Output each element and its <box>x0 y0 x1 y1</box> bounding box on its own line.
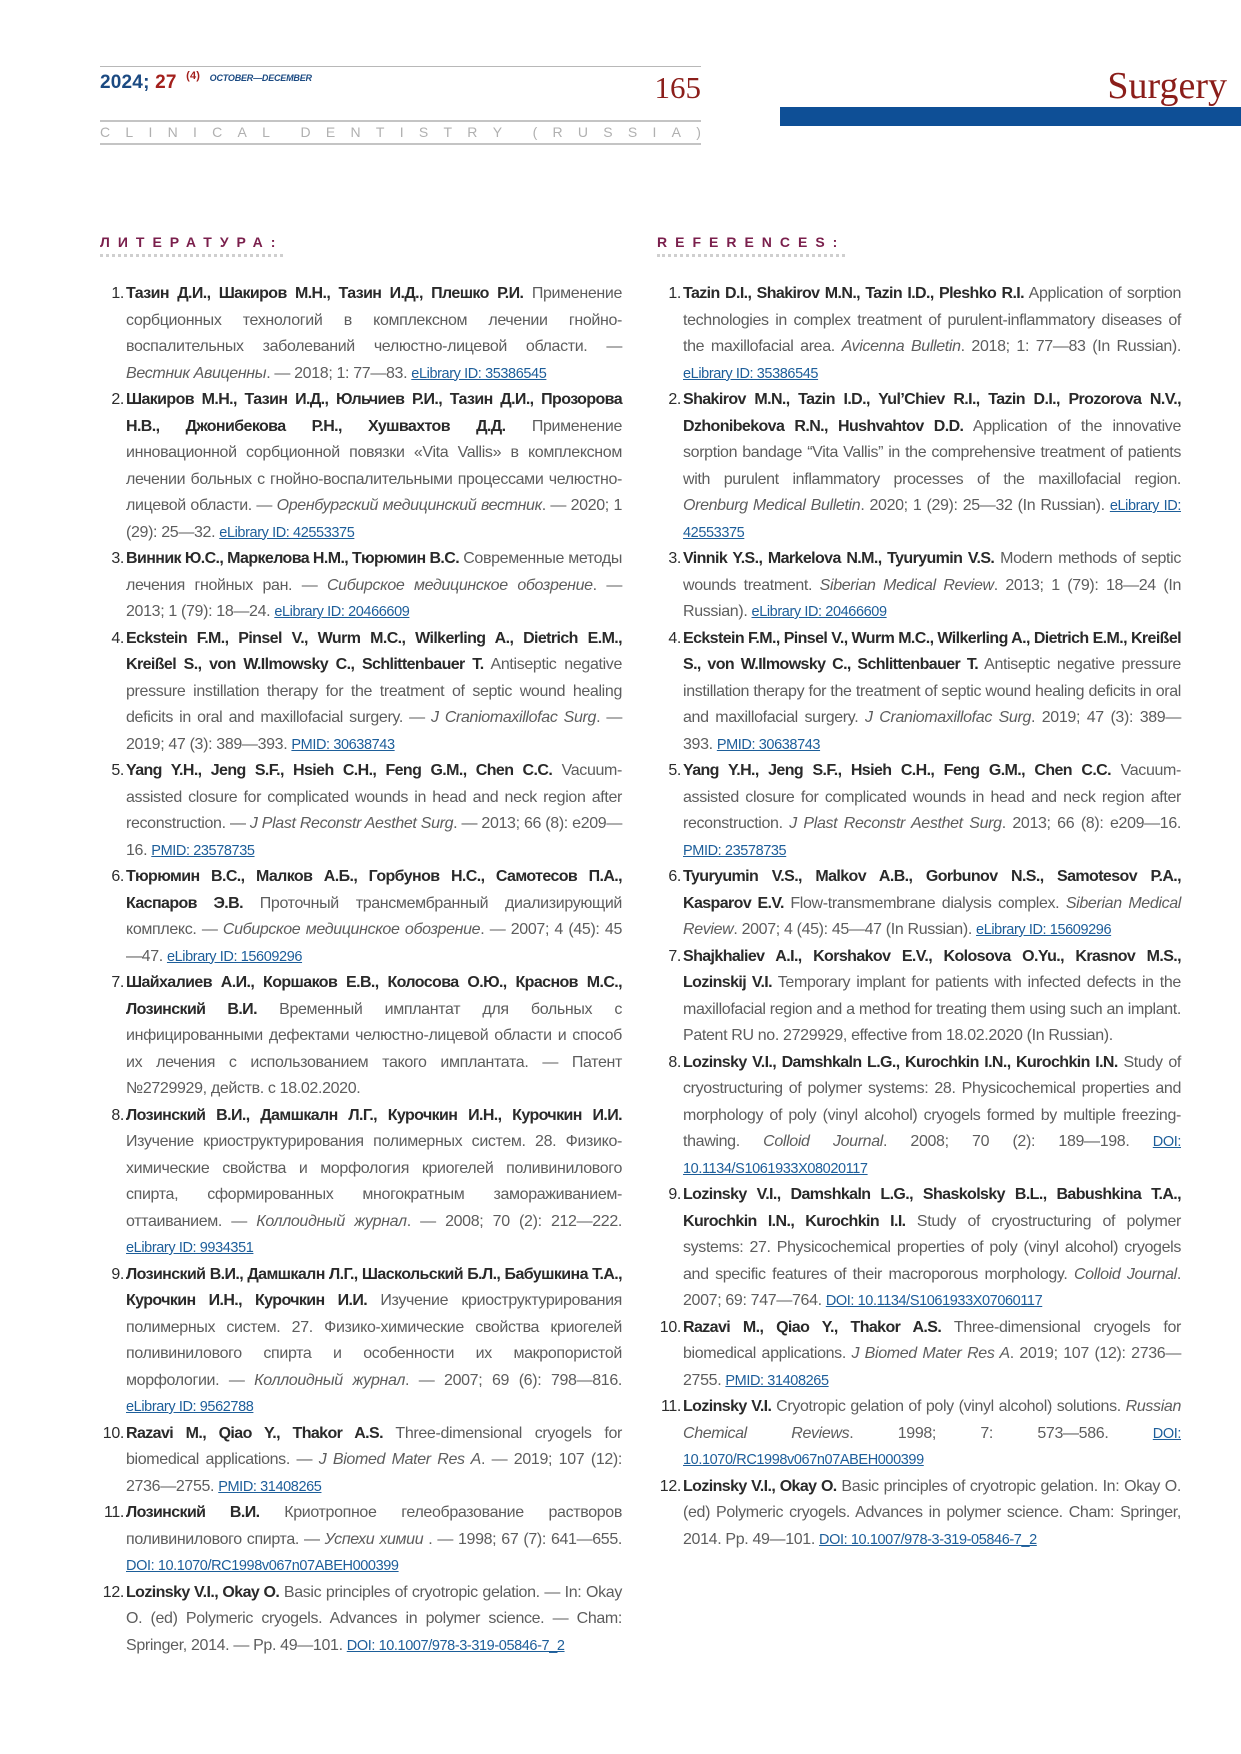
journal-letter: U <box>577 124 589 140</box>
reference-number: 6. <box>668 868 681 885</box>
journal-letter: R <box>467 124 478 140</box>
section-bar <box>780 107 1241 126</box>
reference-number: 6. <box>111 868 124 885</box>
reference-title: Application of the innovative sorption bandage “Vita Vallis” in the comprehensive treatment of patients with purulent inflammatory processes of the maxillofacial region. <box>683 417 1181 488</box>
reference-link[interactable]: eLibrary ID: 15609296 <box>166 948 303 965</box>
reference-title: Three-dimensional cryogels for biomedical applications. — <box>126 1424 622 1468</box>
reference-link[interactable]: eLibrary ID: 9562788 <box>126 1399 254 1415</box>
journal-name <box>100 124 701 142</box>
reference-item <box>100 546 622 626</box>
reference-journal: Siberian Medical Review <box>819 576 994 594</box>
reference-title: Application of sorption technologies in complex treatment of purulent-inflammatory diseases of the maxillofacial area. <box>683 285 1182 355</box>
reference-title: Cryotropic gelation of poly (vinyl alcohol) solutions. <box>771 1398 1126 1415</box>
reference-details: . 2008; 70 (2): 189—198. <box>882 1133 1153 1150</box>
references-column <box>657 234 1181 1553</box>
reference-details: . — 2020; 1 (29): 25—32. <box>126 497 622 541</box>
reference-details: . 2013; 1 (79): 18—24 (In Russian). <box>683 576 1181 620</box>
reference-journal: Оренбургский медицинский вестник <box>276 497 542 514</box>
reference-item <box>100 1262 622 1421</box>
reference-journal: Avicenna Bulletin <box>841 338 961 355</box>
reference-details: . — 2013; 66 (8): e209—16. <box>126 815 622 859</box>
reference-number: 2. <box>111 391 124 408</box>
reference-journal: Siberian Medical Review <box>683 894 1181 938</box>
reference-link[interactable]: eLibrary ID: 15609296 <box>976 922 1112 938</box>
reference-title: Применение инновационной сорбционной повязки «Vita Vallis» в комплексном лечении больных с гнойно-воспалительными процессами челюстно-лицевой области. — <box>126 417 622 514</box>
reference-link[interactable]: PMID: 31408265 <box>218 1478 322 1495</box>
reference-number: 3. <box>668 550 681 567</box>
reference-details: . 2019; 107 (12): 2736—2755. <box>683 1345 1181 1389</box>
reference-item <box>100 626 622 759</box>
reference-number: 9. <box>111 1265 124 1283</box>
reference-item <box>657 758 1181 864</box>
reference-authors: Lozinsky V.I., Damshkaln L.G., Kurochkin I.N., Kurochkin I.N. <box>683 1053 1118 1071</box>
reference-journal: Сибирское медицинское обозрение <box>222 921 481 938</box>
reference-title: Antiseptic negative pressure instillation therapy for the treatment of septic wound healing deficits in oral and maxillofacial surgery. <box>683 656 1181 726</box>
reference-journal: Colloid Journal <box>1073 1265 1177 1283</box>
reference-authors: Тазин Д.И., Шакиров М.Н., Тазин И.Д., Плешко Р.И. <box>126 285 524 302</box>
reference-item <box>100 1580 622 1660</box>
reference-details: . — 2013; 1 (79): 18—24. <box>126 576 622 620</box>
reference-authors: Tyuryumin V.S., Malkov A.B., Gorbunov N.S., Samotesov P.A., Kasparov E.V. <box>683 868 1181 912</box>
reference-title: Vacuum-assisted closure for complicated wounds in head and neck region after reconstruction. <box>683 762 1181 832</box>
reference-link[interactable]: PMID: 23578735 <box>151 842 255 859</box>
reference-item <box>657 864 1181 944</box>
reference-title: Временный имплантат для больных с инфицированными дефектами челюстно-лицевой области и способ их лечения с использованием такого имплантата. — Патент №2729929, действ. с 18.02.2020. <box>126 1000 622 1097</box>
reference-number: 8. <box>111 1106 124 1124</box>
section-title: Surgery <box>1107 65 1227 107</box>
reference-title: Study of cryostructuring of polymer systems: 28. Physicochemical properties and morphology of poly (vinyl alcohol) cryogels formed by multiple freezing-thawing. <box>683 1053 1181 1150</box>
issue-year: 2024; <box>100 72 150 93</box>
reference-details: . — 2007; 69 (6): 798—816. <box>405 1371 622 1389</box>
reference-journal: Сибирское медицинское обозрение <box>326 576 593 594</box>
reference-title: Применение сорбционных технологий в комплексном лечении гнойно-воспалительных заболеваний челюстно-лицевой области. — <box>126 285 622 355</box>
reference-number: 4. <box>111 629 124 647</box>
reference-title: Vacuum-assisted closure for complicated wounds in head and neck region after reconstruction. — <box>126 762 623 832</box>
reference-number: 1. <box>668 285 681 302</box>
reference-details: . 2013; 66 (8): e209—16. <box>1001 815 1182 832</box>
reference-title: Basic principles of cryotropic gelation. In: Okay O. (ed) Polymeric cryogels. Advances in polymer science. Cham: Springer, 2014. Pp. 49—101. <box>683 1477 1182 1548</box>
reference-authors: Шайхалиев А.И., Коршаков Е.В., Колосова О.Ю., Краснов М.С., Лозинский В.И. <box>126 974 622 1018</box>
journal-letter: S <box>418 124 429 140</box>
reference-title: Antiseptic negative pressure instillation therapy for the treatment of septic wound healing deficits in oral and maxillofacial surgery. — <box>126 656 623 726</box>
reference-item <box>657 387 1181 546</box>
reference-number: 10. <box>659 1318 681 1336</box>
reference-details: . — 1998; 67 (7): 641—655. <box>423 1530 622 1548</box>
reference-item <box>657 1315 1181 1395</box>
header-bottom-rule <box>100 143 701 145</box>
reference-link[interactable]: eLibrary ID: 42553375 <box>219 524 355 541</box>
reference-link[interactable]: eLibrary ID: 20466609 <box>274 604 410 620</box>
reference-title: Modern methods of septic wounds treatment. <box>683 550 1181 594</box>
reference-link[interactable]: DOI: 10.1070/RC1998v067n07ABEH000399 <box>683 1425 1181 1468</box>
reference-number: 12. <box>102 1583 124 1601</box>
reference-number: 10. <box>102 1424 124 1442</box>
reference-item <box>657 1182 1181 1315</box>
reference-number: 2. <box>668 391 681 408</box>
reference-authors: Vinnik Y.S., Markelova N.M., Tyuryumin V.S. <box>683 550 995 567</box>
reference-item <box>100 1421 622 1501</box>
journal-letter: A <box>671 124 681 140</box>
journal-letter: S <box>603 124 613 140</box>
reference-link[interactable]: DOI: 10.1007/978-3-319-05846-7_2 <box>346 1637 565 1654</box>
reference-number: 5. <box>668 762 681 779</box>
reference-authors: Тюрюмин В.С., Малков А.Б., Горбунов Н.С., Самотесов П.А., Каспаров Э.В. <box>126 868 622 912</box>
reference-authors: Шакиров М.Н., Тазин И.Д., Юльчиев Р.И., Тазин Д.И., Прозорова Н.В., Джонибекова Р.Н., Хушвахтов Д.Д. <box>126 391 622 435</box>
reference-number: 4. <box>668 629 681 647</box>
reference-link[interactable]: DOI: 10.1134/S1061933X08020117 <box>683 1134 1181 1177</box>
reference-item <box>657 626 1181 759</box>
literature-list <box>100 281 622 1659</box>
literature-heading: ЛИТЕРАТУРА: <box>100 234 283 257</box>
reference-authors: Лозинский В.И. <box>126 1504 260 1521</box>
reference-journal: Colloid Journal <box>763 1133 883 1150</box>
reference-authors: Lozinsky V.I., Okay O. <box>126 1583 280 1601</box>
journal-letter: T <box>443 124 453 140</box>
reference-authors: Лозинский В.И., Дамшкалн Л.Г., Курочкин И.Н., Курочкин И.И. <box>126 1106 622 1124</box>
reference-number: 11. <box>660 1398 681 1415</box>
journal-letter: S <box>627 124 638 140</box>
reference-item <box>100 1103 622 1262</box>
references-list <box>657 281 1181 1553</box>
issue-info <box>100 70 312 94</box>
reference-item <box>100 864 622 970</box>
issue-months: OCTOBER—DECEMBER <box>209 73 312 83</box>
issue-number: (4) <box>186 70 201 82</box>
journal-letter: R <box>552 124 563 140</box>
reference-number: 8. <box>668 1053 681 1071</box>
reference-authors: Lozinsky V.I. <box>683 1398 772 1415</box>
literature-column <box>100 234 622 1659</box>
reference-authors: Razavi M., Qiao Y., Thakor A.S. <box>683 1318 942 1336</box>
reference-journal: Вестник Авиценны <box>126 364 267 382</box>
reference-authors: Eckstein F.M., Pinsel V., Wurm M.C., Wilkerling A., Dietrich E.M., Kreißel S., von W.Ilmowsky C., Schlittenbauer T. <box>126 629 622 673</box>
reference-number: 7. <box>668 947 681 965</box>
journal-letter: N <box>350 124 361 140</box>
reference-number: 1. <box>111 285 124 302</box>
reference-link[interactable]: DOI: 10.1007/978-3-319-05846-7_2 <box>819 1531 1037 1548</box>
reference-title: Изучение криоструктурирования полимерных систем. 27. Физико-химические свойства криогелей поливинилового спирта и особенности их макропористой морфологии. — <box>126 1292 622 1389</box>
reference-authors: Tazin D.I., Shakirov M.N., Tazin I.D., Pleshko R.I. <box>683 285 1024 302</box>
reference-link[interactable]: DOI: 10.1070/RC1998v067n07ABEH000399 <box>126 1558 399 1574</box>
reference-authors: Винник Ю.С., Маркелова Н.М., Тюрюмин В.С. <box>126 550 460 567</box>
reference-details: . 2007; 4 (45): 45—47 (In Russian). <box>733 921 977 938</box>
journal-letter: A <box>237 124 247 140</box>
reference-link[interactable]: eLibrary ID: 35386545 <box>683 365 819 382</box>
reference-journal: Коллоидный журнал <box>254 1371 405 1389</box>
reference-title: Basic principles of cryotropic gelation. — In: Okay O. (ed) Polymeric cryogels. Advances in polymer science. — Cham: Springer, 2014. — Pp. 49—101. <box>126 1583 622 1654</box>
reference-journal: J Craniomaxillofac Surg <box>865 709 1032 726</box>
journal-letter: L <box>262 124 270 140</box>
reference-authors: Yang Y.H., Jeng S.F., Hsieh C.H., Feng G.M., Chen C.C. <box>126 762 553 779</box>
reference-journal: Orenburg Medical Bulletin <box>683 497 861 514</box>
reference-number: 7. <box>111 974 124 991</box>
reference-details: . 2007; 69: 747—764. <box>683 1265 1181 1309</box>
reference-link[interactable]: PMID: 30638743 <box>291 736 395 753</box>
page-number: 165 <box>654 70 701 105</box>
reference-journal: J Plast Reconstr Aesthet Surg <box>249 815 454 832</box>
reference-authors: Razavi M., Qiao Y., Thakor A.S. <box>126 1424 383 1442</box>
journal-letter: ) <box>696 124 701 140</box>
reference-number: 5. <box>111 762 124 779</box>
reference-authors: Shakirov M.N., Tazin I.D., Yul’Chiev R.I., Tazin D.I., Prozorova N.V., Dzhonibekova R.N., Hushvahtov D.D. <box>683 391 1181 435</box>
journal-letter: C <box>100 124 111 140</box>
reference-item <box>100 281 622 387</box>
reference-journal: J Craniomaxillofac Surg <box>430 709 597 726</box>
reference-item <box>100 387 622 546</box>
reference-link[interactable]: PMID: 23578735 <box>683 842 787 859</box>
reference-item <box>657 546 1181 626</box>
reference-item <box>657 944 1181 1050</box>
journal-letter: Y <box>492 124 503 140</box>
reference-authors: Lozinsky V.I., Okay O. <box>683 1477 837 1495</box>
reference-link[interactable]: eLibrary ID: 9934351 <box>126 1240 254 1256</box>
reference-item <box>657 1394 1181 1474</box>
reference-journal: J Biomed Mater Res A <box>318 1451 481 1468</box>
reference-title: Temporary implant for patients with infected defects in the maxillofacial region and a method for treating them using such an implant. Patent RU no. 2729929, effective from 18.02.2020 (In Russian). <box>683 974 1181 1044</box>
reference-authors: Yang Y.H., Jeng S.F., Hsieh C.H., Feng G.M., Chen C.C. <box>683 762 1111 779</box>
reference-details: . — 2018; 1: 77—83. <box>266 364 412 382</box>
reference-link[interactable]: eLibrary ID: 35386545 <box>411 365 547 382</box>
references-heading: REFERENCES: <box>657 234 845 257</box>
header-top-rule <box>100 66 701 67</box>
journal-letter: D <box>300 124 311 140</box>
reference-title: Изучение криоструктурирования полимерных систем. 28. Физико-химические свойства и морфология криогелей поливинилового спирта, сформированных многократным замораживанием-оттаиванием. — <box>126 1133 622 1230</box>
reference-details: . — 2019; 107 (12): 2736—2755. <box>126 1451 622 1495</box>
reference-link[interactable]: PMID: 31408265 <box>725 1372 829 1389</box>
reference-details: . 2020; 1 (29): 25—32 (In Russian). <box>860 497 1110 514</box>
reference-authors: Лозинский В.И., Дамшкалн Л.Г., Шаскольский Б.Л., Бабушкина Т.А., Курочкин И.Н., Курочкин И.И. <box>126 1265 622 1309</box>
journal-letter: I <box>193 124 197 140</box>
reference-number: 9. <box>668 1186 681 1203</box>
reference-title: Three-dimensional cryogels for biomedical applications. <box>683 1318 1181 1362</box>
reference-item <box>100 970 622 1103</box>
reference-title: Криотропное гелеобразование растворов поливинилового спирта. — <box>126 1504 623 1548</box>
journal-letter: N <box>167 124 178 140</box>
journal-letter: ( <box>532 124 538 140</box>
reference-details: . — 2007; 4 (45): 45—47. <box>126 921 622 965</box>
reference-number: 11. <box>103 1504 124 1521</box>
reference-item <box>100 758 622 864</box>
reference-number: 3. <box>111 550 124 567</box>
reference-title: Study of cryostructuring of polymer systems: 27. Physicochemical properties of poly (vinyl alcohol) cryogels and specific features of their macroporous morphology. <box>683 1212 1181 1283</box>
reference-details: . — 2019; 47 (3): 389—393. <box>126 709 622 753</box>
journal-letter: T <box>375 124 385 140</box>
reference-title: Проточный трансмембранный диализирующий комплекс. — <box>126 894 622 938</box>
reference-link[interactable]: eLibrary ID: 42553375 <box>683 498 1181 541</box>
journal-letter: E <box>325 124 336 140</box>
journal-letter: I <box>148 124 153 140</box>
journal-letter: L <box>125 124 134 140</box>
reference-authors: Eckstein F.M., Pinsel V., Wurm M.C., Wilkerling A., Dietrich E.M., Kreißel S., von W.Ilmowsky C., Schlittenbauer T. <box>683 629 1181 673</box>
reference-item <box>657 1050 1181 1183</box>
reference-number: 12. <box>659 1477 681 1495</box>
journal-letter: I <box>399 124 404 140</box>
reference-journal: J Biomed Mater Res A <box>851 1345 1010 1362</box>
header-mid-rule <box>100 120 701 122</box>
reference-journal: Успехи химии <box>324 1530 424 1548</box>
journal-letter: I <box>652 124 657 140</box>
journal-letter: C <box>212 124 223 140</box>
reference-authors: Lozinsky V.I., Damshkaln L.G., Shaskolsky B.L., Babushkina T.A., Kurochkin I.N., Kurochkin I.I. <box>683 1186 1181 1230</box>
reference-link[interactable]: eLibrary ID: 20466609 <box>751 604 887 620</box>
reference-title: Flow-transmembrane dialysis complex. <box>783 894 1066 912</box>
reference-details: . — 2008; 70 (2): 212—222. <box>406 1212 622 1230</box>
reference-link[interactable]: DOI: 10.1134/S1061933X07060117 <box>825 1293 1043 1309</box>
issue-volume: 27 <box>155 72 177 93</box>
reference-item <box>657 281 1181 387</box>
reference-details: . 2018; 1: 77—83 (In Russian). <box>960 338 1181 355</box>
reference-link[interactable]: PMID: 30638743 <box>716 736 821 753</box>
reference-journal: Russian Chemical Reviews <box>683 1398 1181 1442</box>
reference-title: Современные методы лечения гнойных ран. — <box>126 550 622 594</box>
reference-journal: Коллоидный журнал <box>256 1212 407 1230</box>
reference-details: . 2019; 47 (3): 389—393. <box>683 709 1181 753</box>
reference-item <box>100 1500 622 1580</box>
reference-item <box>657 1474 1181 1554</box>
reference-details: . 1998; 7: 573—586. <box>849 1424 1153 1442</box>
reference-journal: J Plast Reconstr Aesthet Surg <box>789 815 1002 832</box>
reference-authors: Shajkhaliev A.I., Korshakov E.V., Kolosova O.Yu., Krasnov M.S., Lozinskij V.I. <box>683 947 1181 991</box>
